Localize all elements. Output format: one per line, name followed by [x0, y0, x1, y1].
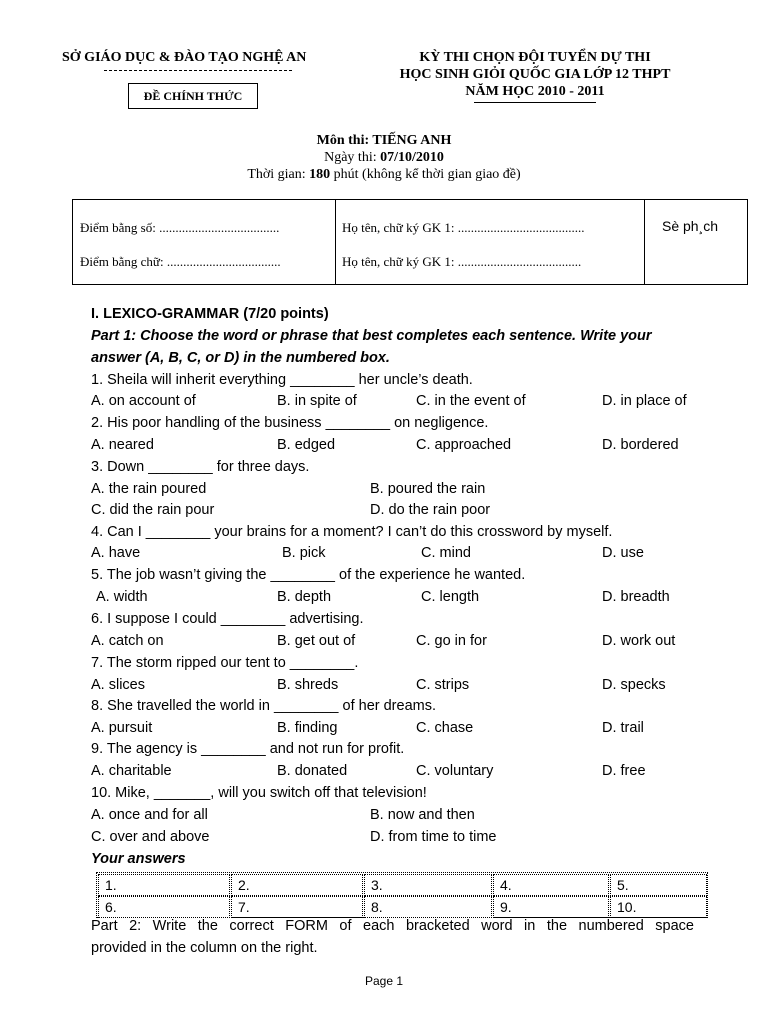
question-6: 6. I suppose I could ________ advertising.	[91, 611, 364, 627]
question-2-option-c: C. approached	[416, 437, 512, 453]
question-10: 10. Mike, _______, will you switch off that television!	[91, 785, 427, 801]
question-9-option-a: A. charitable	[91, 763, 172, 779]
subject-value: TIẾNG ANH	[372, 133, 452, 148]
department-name: SỞ GIÁO DỤC & ĐÀO TẠO NGHỆ AN	[62, 50, 307, 65]
part1-instruction-line2: answer (A, B, C, or D) in the numbered box.	[91, 350, 390, 366]
score-table	[72, 199, 748, 285]
question-4-option-d: D. use	[602, 545, 644, 561]
exam-time-line	[0, 167, 768, 183]
subject-line	[0, 133, 768, 149]
question-8-option-d: D. trail	[602, 720, 644, 736]
answer-cell-7[interactable]: 7.	[231, 896, 363, 918]
exam-date-value: 07/10/2010	[380, 150, 444, 165]
question-8: 8. She travelled the world in ________ of her dreams.	[91, 698, 436, 714]
question-6-option-d: D. work out	[602, 633, 676, 649]
grader1-field[interactable]: Họ tên, chữ ký GK 1: .......................................	[342, 220, 585, 235]
score-cell	[73, 200, 336, 284]
subject-label: Môn thi:	[316, 133, 373, 148]
part2-instruction-line2: provided in the column on the right.	[91, 940, 318, 956]
question-9-option-c: C. voluntary	[416, 763, 494, 779]
part1-instruction-line1: Part 1: Choose the word or phrase that best completes each sentence. Write your	[91, 328, 652, 344]
exam-date-line	[0, 150, 768, 166]
question-1-option-c: C. in the event of	[416, 393, 526, 409]
question-9: 9. The agency is ________ and not run for profit.	[91, 741, 405, 757]
answer-cell-2[interactable]: 2.	[231, 874, 363, 896]
question-4: 4. Can I ________ your brains for a moment? I can’t do this crossword by myself.	[91, 524, 613, 540]
question-5-option-d: D. breadth	[602, 589, 670, 605]
question-7: 7. The storm ripped our tent to ________.	[91, 655, 359, 671]
question-2-option-b: B. edged	[277, 437, 336, 453]
code-label: Sè ph¸ch	[662, 218, 719, 234]
score-words-field[interactable]: Điểm bằng chữ: ...................................	[80, 254, 281, 269]
grader-cell	[336, 200, 645, 284]
exam-title-line2: HỌC SINH GIỎI QUỐC GIA LỚP 12 THPT	[399, 67, 671, 82]
question-8-option-a: A. pursuit	[91, 720, 153, 736]
question-10-option-d: D. from time to time	[370, 829, 497, 845]
exam-title-line3: NĂM HỌC 2010 - 2011	[465, 84, 605, 99]
question-1-option-d: D. in place of	[602, 393, 687, 409]
answer-cell-1[interactable]: 1.	[98, 874, 230, 896]
question-3-option-d: D. do the rain poor	[370, 502, 491, 518]
question-7-option-b: B. shreds	[277, 677, 339, 693]
question-3: 3. Down ________ for three days.	[91, 459, 310, 475]
question-10-option-c: C. over and above	[91, 829, 210, 845]
exam-year-underline	[474, 102, 596, 103]
question-6-option-b: B. get out of	[277, 633, 356, 649]
department-underline	[104, 70, 292, 71]
question-6-option-c: C. go in for	[416, 633, 487, 649]
question-4-option-c: C. mind	[421, 545, 471, 561]
question-7-option-c: C. strips	[416, 677, 470, 693]
question-4-option-a: A. have	[91, 545, 141, 561]
official-exam-label: ĐỀ CHÍNH THỨC	[128, 83, 258, 109]
grader2-field[interactable]: Họ tên, chữ ký GK 1: ......................................	[342, 254, 582, 269]
question-1-option-a: A. on account of	[91, 393, 196, 409]
question-8-option-c: C. chase	[416, 720, 474, 736]
answers-table	[96, 872, 708, 918]
page-number: Page 1	[364, 974, 404, 988]
question-9-option-d: D. free	[602, 763, 646, 779]
question-5-option-a: A. width	[96, 589, 148, 605]
exam-time-label: Thời gian:	[247, 167, 310, 182]
question-2-option-a: A. neared	[91, 437, 154, 453]
question-1-option-b: B. in spite of	[277, 393, 357, 409]
part2-instruction-line1: Part 2: Write the correct FORM of each bracketed word in the numbered space	[91, 918, 694, 934]
exam-time-value: 180	[309, 167, 331, 182]
question-1: 1. Sheila will inherit everything ________ her uncle’s death.	[91, 372, 473, 388]
question-5: 5. The job wasn’t giving the ________ of the experience he wanted.	[91, 567, 526, 583]
exam-time-suffix: phút (không kể thời gian giao đề)	[330, 167, 521, 182]
question-9-option-b: B. donated	[277, 763, 348, 779]
exam-title-line1: KỲ THI CHỌN ĐỘI TUYỂN DỰ THI	[419, 50, 651, 65]
question-6-option-a: A. catch on	[91, 633, 164, 649]
section-title: I. LEXICO-GRAMMAR (7/20 points)	[91, 306, 329, 322]
question-7-option-d: D. specks	[602, 677, 666, 693]
answer-cell-10[interactable]: 10.	[610, 896, 707, 918]
question-2-option-d: D. bordered	[602, 437, 679, 453]
question-3-option-b: B. poured the rain	[370, 481, 486, 497]
question-3-option-c: C. did the rain pour	[91, 502, 215, 518]
answers-title: Your answers	[91, 851, 186, 867]
question-3-option-a: A. the rain poured	[91, 481, 207, 497]
question-2: 2. His poor handling of the business ________ on negligence.	[91, 415, 489, 431]
question-5-option-c: C. length	[421, 589, 480, 605]
question-4-option-b: B. pick	[282, 545, 326, 561]
answer-cell-6[interactable]: 6.	[98, 896, 230, 918]
answer-cell-9[interactable]: 9.	[493, 896, 609, 918]
exam-date-label: Ngày thi:	[324, 150, 381, 165]
answer-cell-3[interactable]: 3.	[364, 874, 492, 896]
code-cell	[645, 200, 747, 284]
answer-cell-5[interactable]: 5.	[610, 874, 707, 896]
answer-cell-8[interactable]: 8.	[364, 896, 492, 918]
question-7-option-a: A. slices	[91, 677, 145, 693]
answer-cell-4[interactable]: 4.	[493, 874, 609, 896]
score-number-field[interactable]: Điểm bằng số: .....................................	[80, 220, 280, 235]
question-10-option-b: B. now and then	[370, 807, 475, 823]
question-8-option-b: B. finding	[277, 720, 338, 736]
question-5-option-b: B. depth	[277, 589, 332, 605]
question-10-option-a: A. once and for all	[91, 807, 208, 823]
